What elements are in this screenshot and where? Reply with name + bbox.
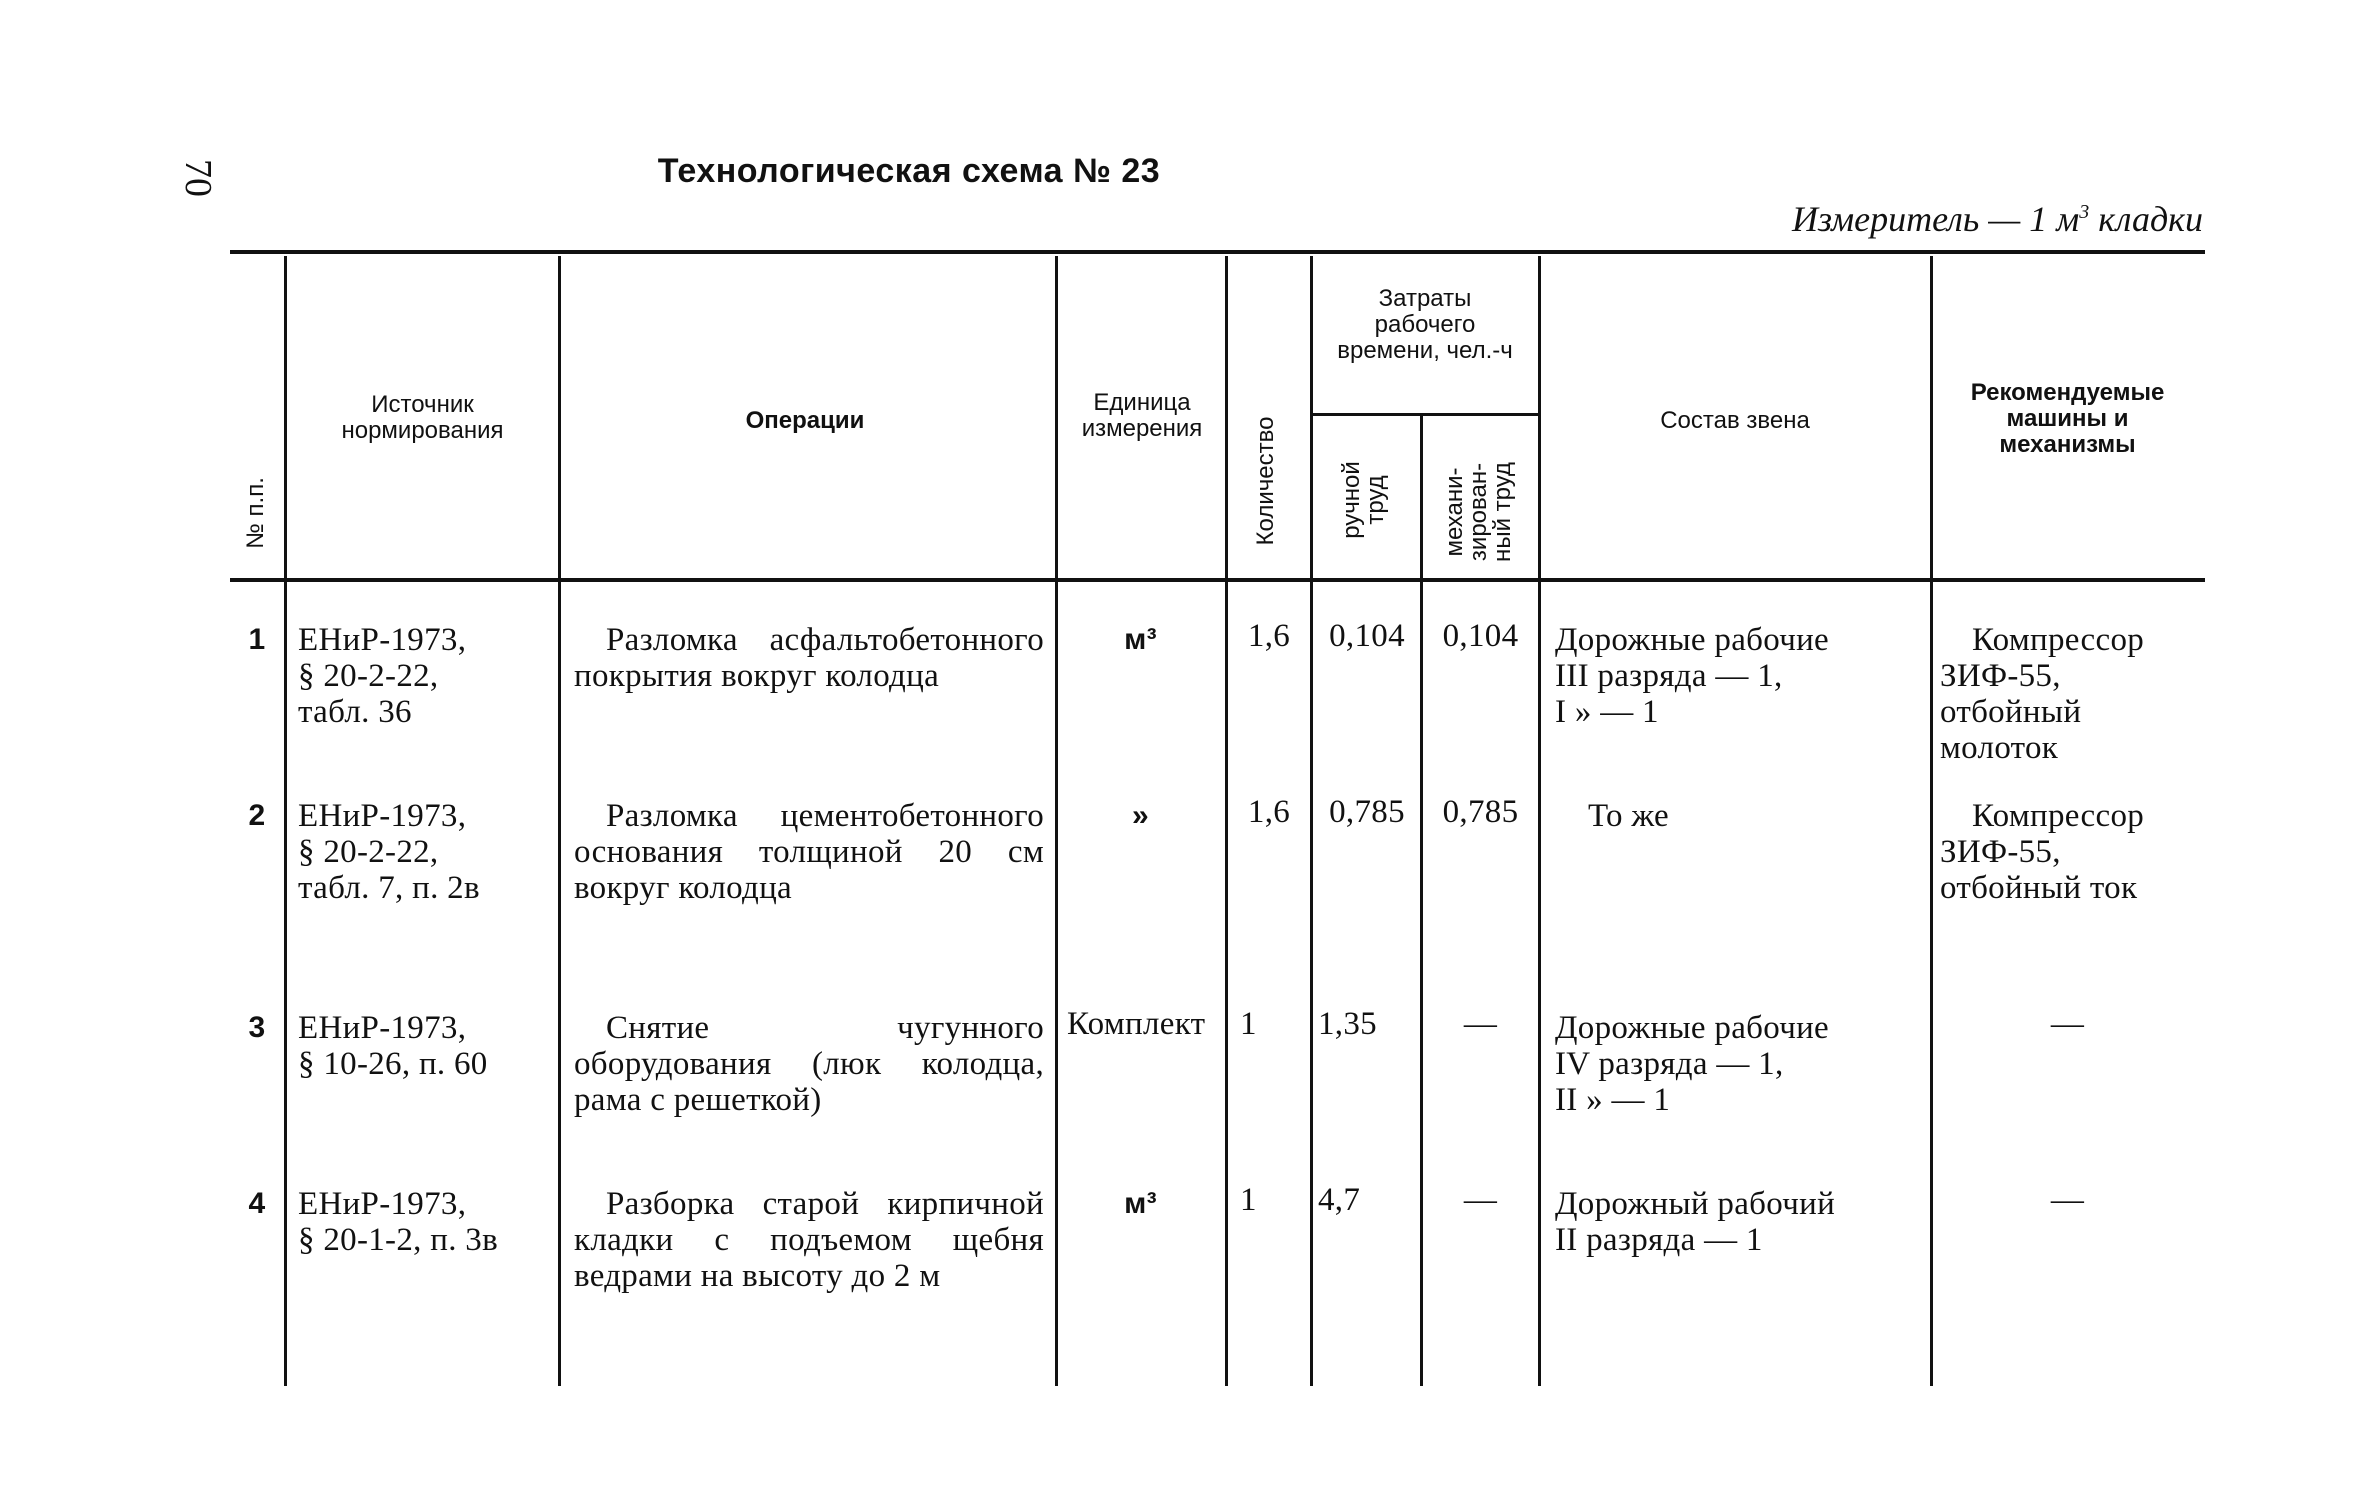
row-2-source: ЕНиР-1973, § 20-2-22, табл. 7, п. 2в <box>298 798 480 906</box>
measure-prefix: Измеритель — 1 м <box>1792 199 2080 239</box>
header-manual: ручной труд <box>1338 461 1389 539</box>
header-quantity: Количество <box>1252 416 1279 546</box>
row-2-operation: Разломка цементобетонного основания толщиной 20 см вокруг колодца <box>574 798 1044 906</box>
row-4-mechanized: — <box>1463 1182 1498 1218</box>
row-1-source: ЕНиР-1973, § 20-2-22, табл. 36 <box>298 622 467 730</box>
row-2-mechanized: 0,785 <box>1442 794 1519 830</box>
row-1-machines: Компрессор ЗИФ-55, отбойный молоток <box>1940 622 2145 766</box>
row-1-unit: м³ <box>1124 623 1157 656</box>
row-4-quantity: 1 <box>1240 1182 1257 1218</box>
row-4-machines: — <box>2050 1182 2085 1218</box>
row-2-num: 2 <box>248 799 266 832</box>
header-operations: Операции <box>745 407 865 434</box>
row-4-crew: Дорожный рабочий II разряда — 1 <box>1555 1186 1836 1258</box>
table-header-rule <box>230 578 2205 582</box>
measure-superscript: 3 <box>2079 201 2090 223</box>
document-title: Технологическая схема № 23 <box>657 152 1161 190</box>
page-number: 70 <box>177 159 219 197</box>
row-2-manual: 0,785 <box>1329 794 1405 830</box>
row-2-machines: Компрессор ЗИФ-55, отбойный ток <box>1940 798 2145 906</box>
measure-suffix: кладки <box>2089 199 2203 239</box>
row-4-source: ЕНиР-1973, § 20-1-2, п. 3в <box>298 1186 498 1258</box>
row-3-unit: Комплект <box>1067 1006 1206 1042</box>
row-1-operation: Разломка асфальтобетонного покрытия вокруг колодца <box>574 622 1044 694</box>
row-2-unit: » <box>1132 799 1149 832</box>
column-divider <box>284 256 287 1386</box>
row-4-manual: 4,7 <box>1318 1182 1361 1218</box>
row-4-unit: м³ <box>1124 1187 1157 1220</box>
row-2-quantity: 1,6 <box>1247 794 1291 830</box>
row-4-num: 4 <box>248 1187 266 1220</box>
header-machines: Рекомендуемые машины и механизмы <box>1970 379 2165 458</box>
row-4-operation: Разборка старой кирпичной кладки с подъемом щебня ведрами на высоту до 2 м <box>574 1186 1044 1294</box>
header-unit: Единица измерения <box>1081 389 1203 442</box>
row-1-mechanized: 0,104 <box>1442 618 1519 654</box>
table-top-rule <box>230 250 2205 254</box>
row-1-quantity: 1,6 <box>1247 618 1291 654</box>
header-crew: Состав звена <box>1660 407 1810 434</box>
header-source: Источник нормирования <box>341 391 504 444</box>
row-3-manual: 1,35 <box>1318 1006 1377 1042</box>
header-labor-costs: Затраты рабочего времени, чел.-ч <box>1337 285 1513 364</box>
row-3-quantity: 1 <box>1240 1006 1257 1042</box>
column-divider <box>1930 256 1933 1386</box>
row-3-crew: Дорожные рабочие IV разряда — 1, II » — 1 <box>1555 1010 1830 1118</box>
row-3-operation: Снятие чугунного оборудования (люк колодца, рама с решеткой) <box>574 1010 1044 1118</box>
row-2-crew: То же <box>1588 798 1669 834</box>
header-num: № п.п. <box>242 477 269 549</box>
row-1-manual: 0,104 <box>1329 618 1405 654</box>
header-mechanized: механи- зирован- ный труд <box>1441 462 1516 562</box>
row-1-num: 1 <box>248 623 266 656</box>
row-3-mechanized: — <box>1463 1006 1498 1042</box>
column-divider <box>558 256 561 1386</box>
column-divider <box>1420 415 1423 1386</box>
labor-subheader-rule <box>1312 413 1540 416</box>
row-3-source: ЕНиР-1973, § 10-26, п. 60 <box>298 1010 488 1082</box>
column-divider <box>1538 256 1541 1386</box>
measure-unit <box>1792 198 2203 240</box>
row-3-num: 3 <box>248 1011 266 1044</box>
row-3-machines: — <box>2050 1006 2085 1042</box>
row-1-crew: Дорожные рабочие III разряда — 1, I » — 1 <box>1555 622 1830 730</box>
